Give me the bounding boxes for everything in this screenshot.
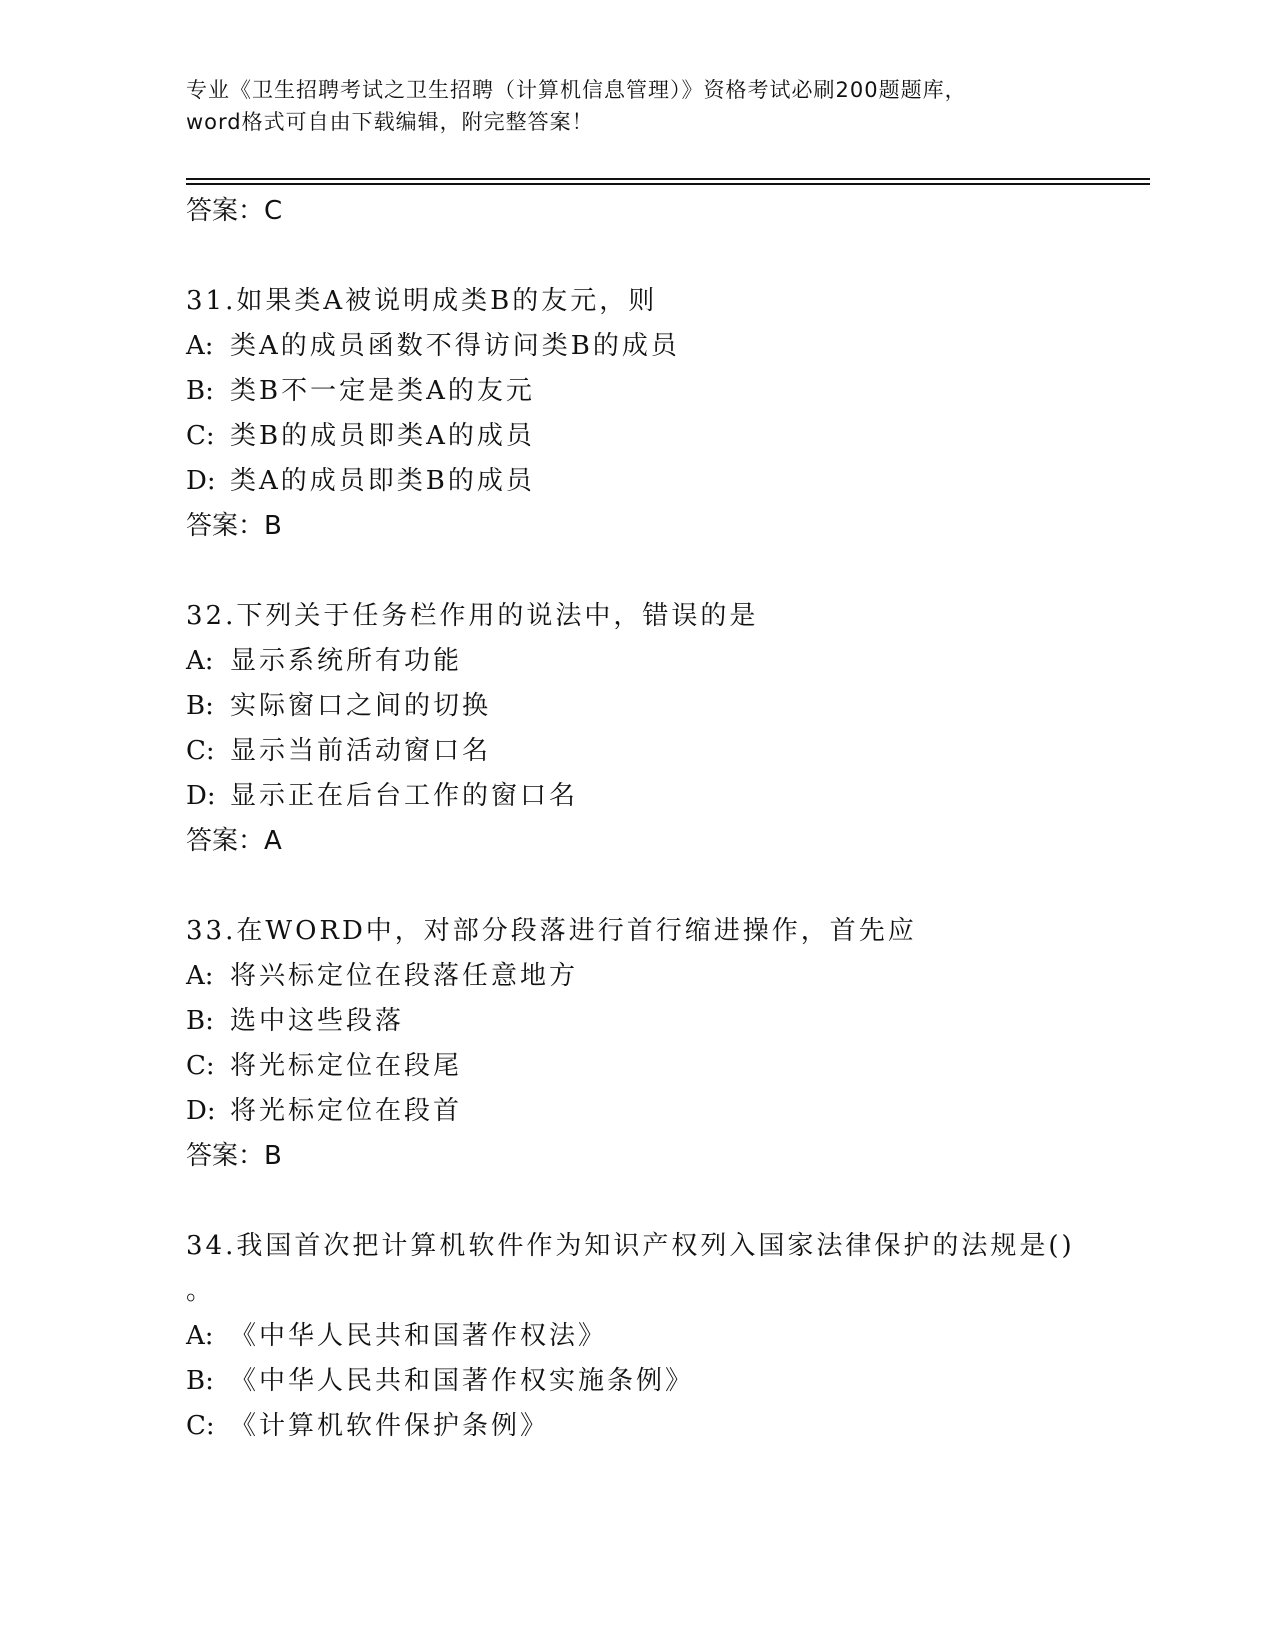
option-letter: B: — [186, 691, 214, 721]
option-text: 实际窗口之间的切换 — [230, 691, 492, 721]
answer-line: 答案：B — [186, 1141, 282, 1171]
option-row — [186, 639, 1146, 684]
option-row — [186, 1359, 1146, 1404]
option-letter: A: — [186, 961, 214, 991]
question-block — [186, 235, 1146, 550]
question-list — [186, 189, 1146, 1449]
option-row — [186, 999, 1146, 1044]
option-text: 类A的成员函数不得访问类B的成员 — [230, 331, 680, 361]
option-row — [186, 459, 1146, 504]
header-divider-top — [186, 178, 1150, 180]
option-text: 显示当前活动窗口名 — [230, 736, 492, 766]
option-text: 《中华人民共和国著作权实施条例》 — [230, 1366, 695, 1396]
option-letter: C: — [186, 736, 215, 766]
option-row — [186, 954, 1146, 999]
option-letter: C: — [186, 1411, 215, 1441]
option-text: 选中这些段落 — [230, 1006, 405, 1036]
question-block — [186, 865, 1146, 1180]
option-row — [186, 369, 1146, 414]
option-text: 将光标定位在段首 — [230, 1096, 463, 1126]
option-row — [186, 1314, 1146, 1359]
answer-line: 答案：C — [186, 196, 283, 226]
question-text: 。 — [186, 1276, 216, 1306]
question-spacer — [186, 235, 1146, 279]
option-row — [186, 324, 1146, 369]
question-block — [186, 550, 1146, 865]
document-header — [186, 74, 1086, 138]
option-row — [186, 1404, 1146, 1449]
questions-container — [186, 235, 1146, 1449]
question-spacer — [186, 1180, 1146, 1224]
option-letter: B: — [186, 1006, 214, 1036]
option-letter: C: — [186, 421, 215, 451]
question-text: 32.下列关于任务栏作用的说法中，错误的是 — [186, 601, 759, 631]
question-spacer — [186, 865, 1146, 909]
option-letter: A: — [186, 646, 214, 676]
option-row — [186, 1044, 1146, 1089]
option-text: 《中华人民共和国著作权法》 — [230, 1321, 608, 1351]
option-row — [186, 774, 1146, 819]
question-text: 34.我国首次把计算机软件作为知识产权列入国家法律保护的法规是() — [186, 1231, 1075, 1261]
option-text: 显示正在后台工作的窗口名 — [230, 781, 579, 811]
question-block — [186, 1180, 1146, 1449]
answer-line: 答案：A — [186, 826, 282, 856]
header-divider-bottom — [186, 183, 1150, 185]
option-text: 将光标定位在段尾 — [230, 1051, 463, 1081]
option-text: 类B不一定是类A的友元 — [230, 376, 535, 406]
option-text: 类B的成员即类A的成员 — [230, 421, 535, 451]
option-letter: A: — [186, 1321, 214, 1351]
answer-line: 答案：B — [186, 511, 282, 541]
option-letter: B: — [186, 376, 214, 406]
option-text: 《计算机软件保护条例》 — [230, 1411, 550, 1441]
option-letter: A: — [186, 331, 214, 361]
option-row — [186, 684, 1146, 729]
question-spacer — [186, 550, 1146, 594]
option-letter: B: — [186, 1366, 214, 1396]
header-line-1: 专业《卫生招聘考试之卫生招聘（计算机信息管理）》资格考试必刷200题题库， — [186, 78, 967, 102]
header-line-2: word格式可自由下载编辑，附完整答案！ — [186, 110, 594, 134]
option-letter: D: — [186, 781, 216, 811]
option-letter: D: — [186, 1096, 216, 1126]
option-row — [186, 414, 1146, 459]
question-text: 31.如果类A被说明成类B的友元，则 — [186, 286, 658, 316]
option-text: 将兴标定位在段落任意地方 — [230, 961, 579, 991]
option-letter: C: — [186, 1051, 215, 1081]
option-row — [186, 729, 1146, 774]
question-text: 33.在WORD中，对部分段落进行首行缩进操作，首先应 — [186, 916, 917, 946]
option-row — [186, 1089, 1146, 1134]
option-text: 类A的成员即类B的成员 — [230, 466, 535, 496]
option-text: 显示系统所有功能 — [230, 646, 463, 676]
option-letter: D: — [186, 466, 216, 496]
